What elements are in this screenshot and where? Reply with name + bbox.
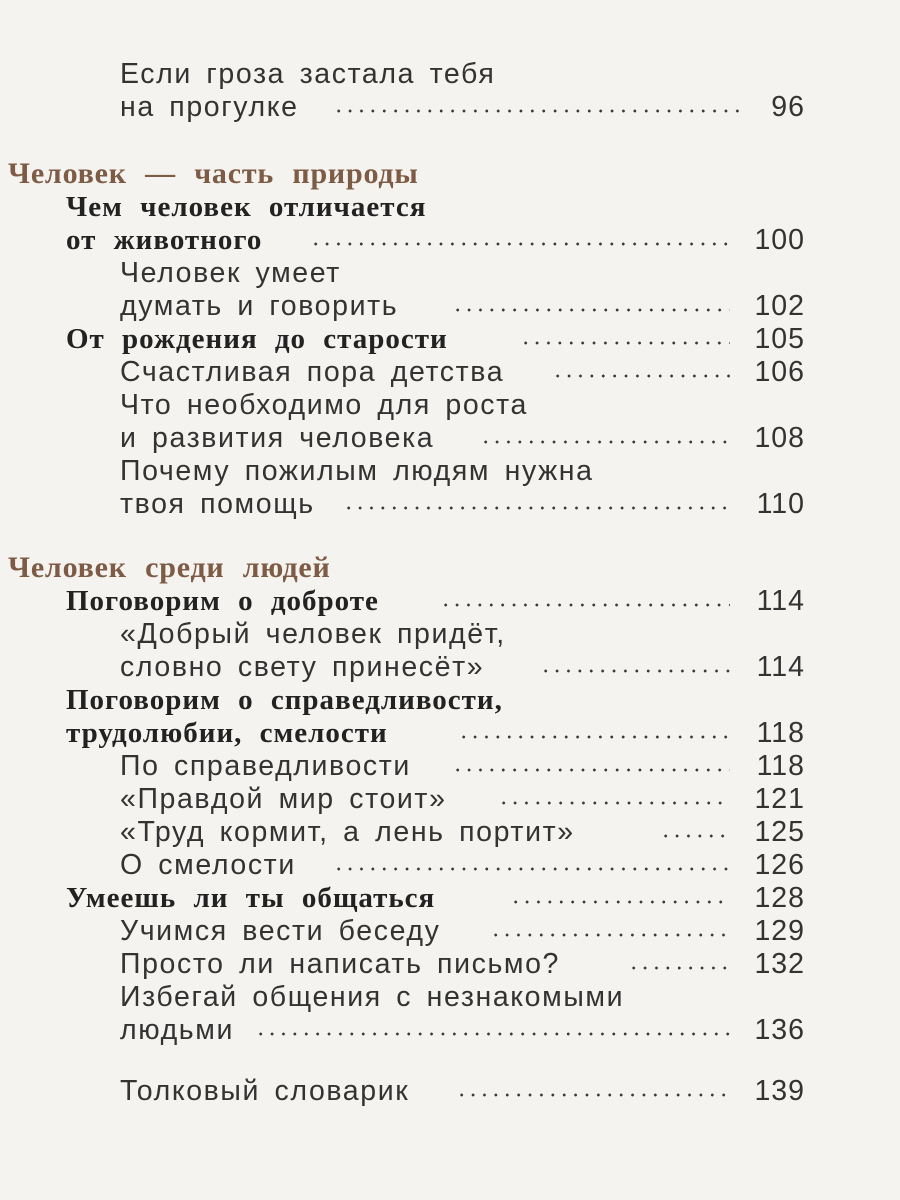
toc-page-number: 136 — [754, 1014, 805, 1046]
toc-page-number: 118 — [756, 717, 805, 749]
toc-page-number: 118 — [756, 750, 805, 782]
toc-entry-line — [0, 881, 900, 915]
leader-dots — [520, 341, 730, 345]
leader-dots — [480, 440, 730, 444]
toc-entry-title[interactable]: Учимся вести беседу — [120, 915, 441, 947]
toc-page-number: 125 — [754, 816, 805, 848]
toc-entry-line — [0, 815, 900, 849]
toc-entry-line — [0, 388, 900, 422]
leader-dots — [452, 768, 730, 772]
leader-dots — [255, 1032, 730, 1036]
toc-entry-line — [0, 1013, 900, 1047]
toc-entry-title[interactable]: «Добрый человек придёт, — [120, 618, 506, 650]
toc-entry-line — [0, 914, 900, 948]
toc-entry-title[interactable]: Почему пожилым людям нужна — [120, 455, 594, 487]
toc-page-number: 100 — [754, 224, 805, 256]
toc-entry-title[interactable]: людьми — [120, 1014, 234, 1046]
toc-page-number: 114 — [756, 651, 805, 683]
toc-entry-title[interactable]: От рождения до старости — [66, 323, 448, 355]
toc-entry-line — [0, 57, 900, 91]
toc-entry-title[interactable]: Чем человек отличается — [66, 191, 427, 223]
section-title[interactable]: Человек среди людей — [8, 551, 331, 584]
toc-page-number: 114 — [756, 585, 805, 617]
toc-entry-title[interactable]: словно свету принесёт» — [120, 651, 485, 683]
toc-entry-title[interactable]: Поговорим о доброте — [66, 585, 379, 617]
toc-entry-line — [0, 683, 900, 717]
leader-dots — [343, 506, 730, 510]
toc-entry-title[interactable]: Просто ли написать письмо? — [120, 948, 560, 980]
toc-entry-line — [0, 223, 900, 257]
toc-entry-title[interactable]: Поговорим о справедливости, — [66, 684, 503, 716]
toc-entry-line — [0, 782, 900, 816]
toc-entry-title[interactable]: Человек умеет — [120, 257, 341, 289]
toc-page-number: 102 — [754, 290, 805, 322]
toc-entry-line — [0, 650, 900, 684]
toc-entry-title[interactable]: Если гроза застала тебя — [120, 58, 496, 90]
leader-dots — [333, 867, 730, 871]
toc-entry-title[interactable]: на прогулке — [120, 91, 299, 123]
toc-entry-title[interactable]: трудолюбии, смелости — [66, 717, 388, 749]
toc-entry-line — [0, 716, 900, 750]
section-heading — [0, 551, 900, 585]
toc-entry-title[interactable]: от животного — [66, 224, 263, 256]
toc-entry-line — [0, 487, 900, 521]
toc-page-number: 121 — [754, 783, 805, 815]
toc-entry-line — [0, 355, 900, 389]
toc-entry-line — [0, 454, 900, 488]
toc-entry-title[interactable]: Умеешь ли ты общаться — [66, 882, 436, 914]
leader-dots — [456, 1093, 730, 1097]
toc-entry-title[interactable]: думать и говорить — [120, 290, 399, 322]
toc-entry-title[interactable]: Толковый словарик — [120, 1075, 410, 1107]
toc-entry-line — [0, 848, 900, 882]
toc-entry-line — [0, 749, 900, 783]
section-heading — [0, 157, 900, 191]
toc-entry-line — [0, 947, 900, 981]
toc-entry-title[interactable]: Счастливая пора детства — [120, 356, 505, 388]
toc-entry-line — [0, 617, 900, 651]
leader-dots — [660, 834, 730, 838]
toc-entry-line — [0, 584, 900, 618]
toc-entry-title[interactable]: и развития человека — [120, 422, 435, 454]
toc-entry-line — [0, 421, 900, 455]
leader-dots — [540, 669, 730, 673]
toc-page-number: 105 — [754, 323, 805, 355]
toc-page-number: 96 — [771, 91, 805, 123]
toc-entry-line — [0, 322, 900, 356]
toc-entry-line — [0, 90, 900, 124]
toc-entry-title[interactable]: Избегай общения с незнакомыми — [120, 981, 625, 1013]
leader-dots — [452, 308, 730, 312]
toc-entry-line — [0, 289, 900, 323]
leader-dots — [628, 966, 730, 970]
toc-page-number: 128 — [754, 882, 805, 914]
toc-entry-title[interactable]: По справедливости — [120, 750, 411, 782]
toc-entry-line — [0, 1074, 900, 1108]
leader-dots — [498, 801, 730, 805]
toc-page-number: 139 — [754, 1075, 805, 1107]
leader-dots — [440, 603, 730, 607]
toc-entry-title[interactable]: твоя помощь — [120, 488, 315, 520]
leader-dots — [552, 374, 730, 378]
toc-entry-line — [0, 256, 900, 290]
toc-page-number: 132 — [754, 948, 805, 980]
toc-page-number: 129 — [754, 915, 805, 947]
leader-dots — [333, 109, 745, 113]
toc-entry-title[interactable]: «Труд кормит, а лень портит» — [120, 816, 575, 848]
toc-entry-title[interactable]: Что необходимо для роста — [120, 389, 528, 421]
toc-entry-line — [0, 980, 900, 1014]
leader-dots — [490, 933, 730, 937]
toc-page-number: 108 — [754, 422, 805, 454]
toc-page-number: 126 — [754, 849, 805, 881]
toc-entry-title[interactable]: О смелости — [120, 849, 296, 881]
toc-page-number: 106 — [754, 356, 805, 388]
section-title[interactable]: Человек — часть природы — [8, 157, 419, 190]
leader-dots — [458, 735, 730, 739]
toc-page-number: 110 — [756, 488, 805, 520]
leader-dots — [310, 242, 730, 246]
toc-entry-line — [0, 190, 900, 224]
toc-entry-title[interactable]: «Правдой мир стоит» — [120, 783, 447, 815]
leader-dots — [510, 900, 730, 904]
